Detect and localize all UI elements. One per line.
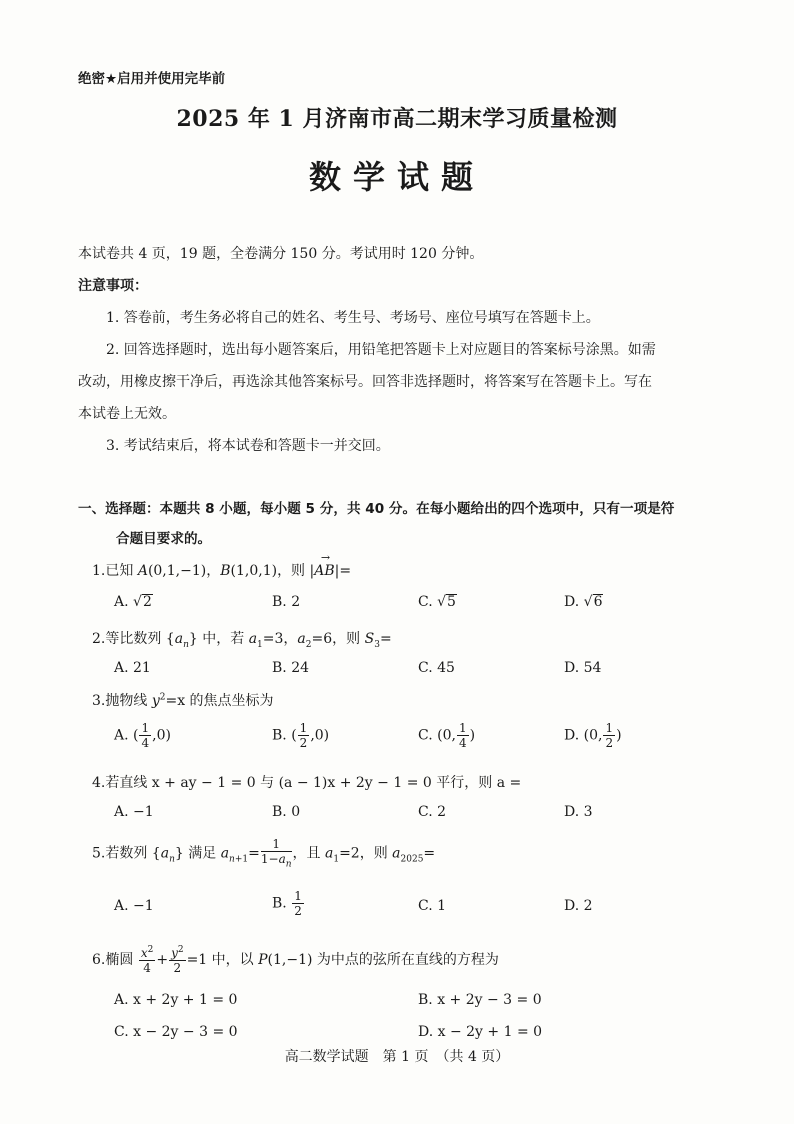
notice-item: 改动，用橡皮擦干净后，再选涂其他答案标号。回答非选择题时，将答案写在答题卡上。写在	[78, 374, 652, 390]
q4-option-c: C. 2	[418, 804, 447, 820]
notice-item: 本试卷上无效。	[78, 406, 176, 422]
notice-item: 2. 回答选择题时，选出每小题答案后，用铅笔把答题卡上对应题目的答案标号涂黑。如需	[106, 342, 656, 358]
q3-option-d: D. (0, $\frac{1}{2}$ )	[564, 721, 622, 750]
q6-option-a: A. x + 2y + 1 = 0	[114, 992, 238, 1008]
notice-item: 1. 答卷前，考生务必将自己的姓名、考生号、考场号、座位号填写在答题卡上。	[106, 310, 600, 326]
q1-option-a: A. √2	[114, 594, 152, 610]
question-2: 2.等比数列 $\{a_n\}$ 中，若 $a_1=3$，$a_2=6$，则 $S_3=$	[92, 631, 392, 650]
q3-option-a: A. ( $\frac{1}{4}$ ,0)	[114, 721, 171, 750]
q4-option-a: A. −1	[114, 804, 154, 820]
confidential-label: 绝密★启用并使用完毕前	[78, 71, 226, 87]
q4-option-d: D. 3	[564, 804, 593, 820]
q1-option-c: C. √5	[418, 594, 456, 610]
question-3: 3.抛物线 $y^2=x$ 的焦点坐标为	[92, 692, 274, 709]
exam-title: 2025 年 1 月济南市高二期末学习质量检测	[176, 106, 618, 132]
section-heading: 一、选择题：本题共 8 小题，每小题 5 分，共 40 分。在每小题给出的四个选项中，只有一项是符	[78, 501, 675, 517]
q6-option-c: C. x − 2y − 3 = 0	[114, 1024, 238, 1040]
vector-ab: → AB	[314, 563, 334, 579]
q2-option-a: A. 21	[114, 660, 151, 676]
subject-title: 数学试题	[308, 158, 485, 196]
intro-text: 本试卷共 4 页，19 题，全卷满分 150 分。考试用时 120 分钟。	[78, 246, 484, 262]
q6-option-b: B. x + 2y − 3 = 0	[418, 992, 542, 1008]
q5-option-a: A. −1	[114, 898, 154, 914]
q4-option-b: B. 0	[272, 804, 301, 820]
q5-option-d: D. 2	[564, 898, 593, 914]
q2-option-d: D. 54	[564, 660, 602, 676]
q1-option-d: D. √6	[564, 594, 603, 610]
question-5: 5.若数列 $\{a_n\}$ 满足 $a_{n+1}=$ $\frac{1}{1-a_n}$ ，且 $a_1=2$，则 $a_{2025}=$	[92, 837, 436, 870]
page-footer: 高二数学试题 第 1 页 （共 4 页）	[284, 1049, 510, 1065]
q5-option-c: C. 1	[418, 898, 447, 914]
q5-option-b: B. $\frac{1}{2}$	[272, 889, 302, 918]
q1-option-b: B. 2	[272, 594, 301, 610]
question-6: 6.椭圆 $\frac{x^2}{4}$ + $\frac{y^2}{2}$ =1 中，以 P(1,−1) 为中点的弦所在直线的方程为	[92, 945, 499, 975]
q2-option-c: C. 45	[418, 660, 455, 676]
q3-option-c: C. (0, $\frac{1}{4}$ )	[418, 721, 476, 750]
q3-option-b: B. ( $\frac{1}{2}$ ,0)	[272, 721, 330, 750]
notice-item: 3. 考试结束后，将本试卷和答题卡一并交回。	[106, 438, 390, 454]
question-1: 1.已知 A(0,1,−1)，B(1,0,1)，则 |→ AB|=	[92, 560, 351, 580]
notice-heading: 注意事项：	[78, 278, 148, 294]
q6-option-d: D. x − 2y + 1 = 0	[418, 1024, 543, 1040]
fraction: $\frac{1}{1-a_n}$	[260, 837, 292, 870]
section-heading-cont: 合题目要求的。	[116, 531, 212, 547]
question-4: 4.若直线 x + ay − 1 = 0 与 (a − 1)x + 2y − 1 = 0 平行，则 a =	[92, 775, 522, 791]
q2-option-b: B. 24	[272, 660, 310, 676]
